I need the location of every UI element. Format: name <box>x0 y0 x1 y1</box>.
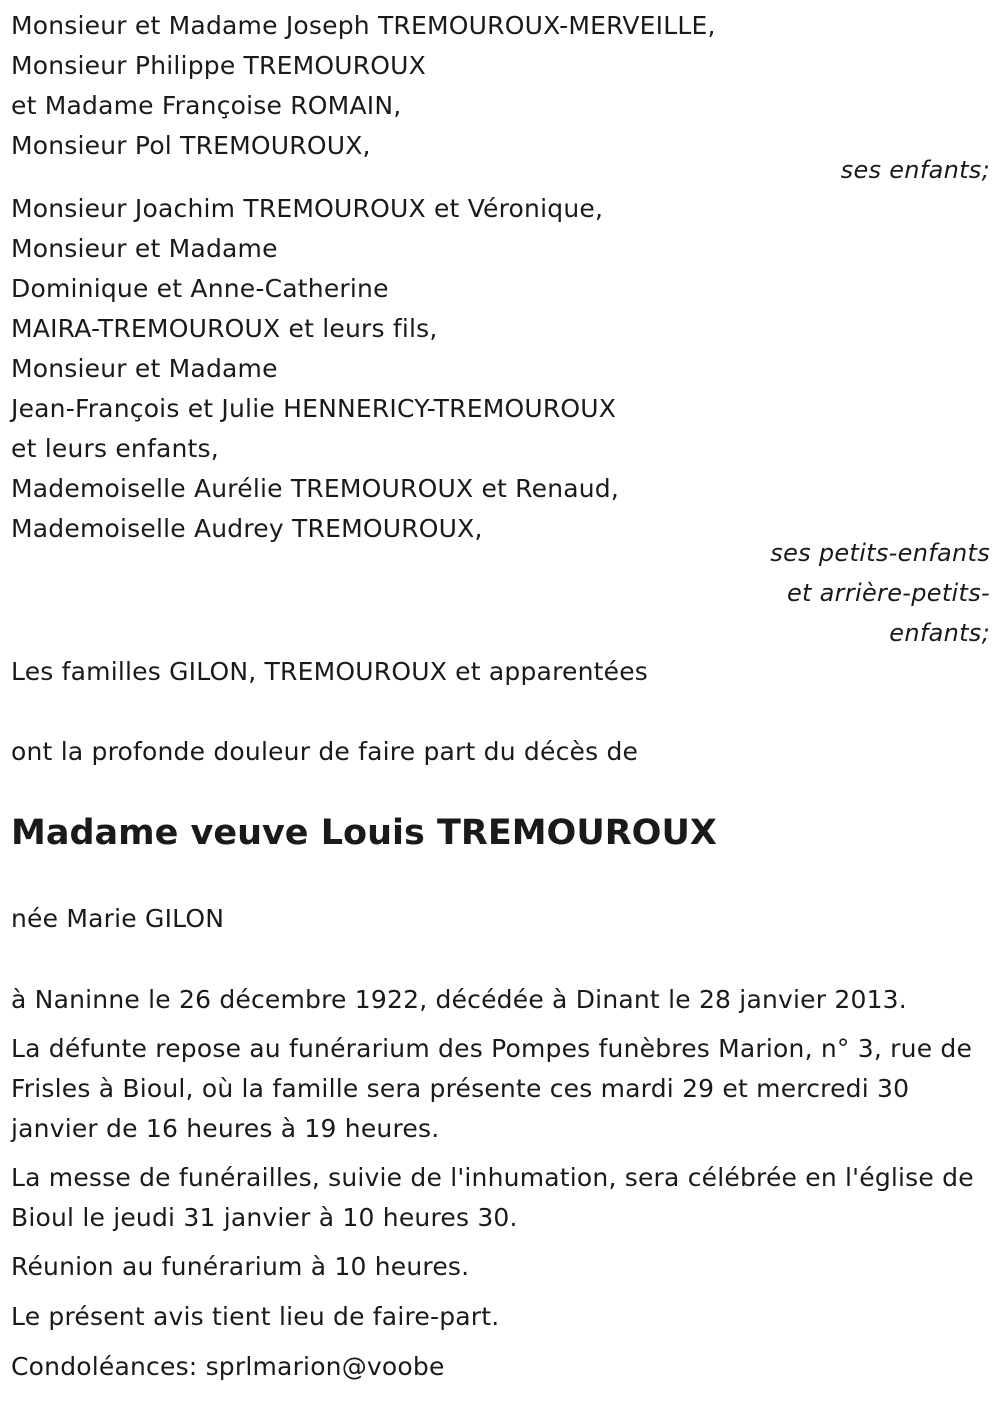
condolences-line: Condoléances: sprlmarion@voobe <box>11 1352 445 1381</box>
announcement-line: ont la profonde douleur de faire part du décès de <box>11 737 639 766</box>
grandchild-line-6: Jean-François et Julie HENNERICY-TREMOUROUX <box>11 394 617 423</box>
grandchild-line-3: Dominique et Anne-Catherine <box>11 274 389 303</box>
repose-paragraph: La défunte repose au funérarium des Pompes funèbres Marion, n° 3, rue de Frisles à Bioul, où la famille sera présente ces mardi 29 et mercredi 30 janvier de 16 heures à 19 heures. <box>11 1034 973 1143</box>
notice-line: Le présent avis tient lieu de faire-part. <box>11 1302 500 1331</box>
dates-line: à Naninne le 26 décembre 1922, décédée à Dinant le 28 janvier 2013. <box>11 985 907 1014</box>
grandchild-line-7: et leurs enfants, <box>11 434 219 463</box>
child-line-1: Monsieur et Madame Joseph TREMOUROUX-MERVEILLE, <box>11 11 716 40</box>
grandchild-line-8: Mademoiselle Aurélie TREMOUROUX et Renaud, <box>11 474 620 503</box>
grandchild-line-9: Mademoiselle Audrey TREMOUROUX, <box>11 514 483 543</box>
mass-paragraph: La messe de funérailles, suivie de l'inhumation, sera célébrée en l'église de Bioul le jeudi 31 janvier à 10 heures 30. <box>11 1163 974 1232</box>
birth-name: née Marie GILON <box>11 904 225 933</box>
grandchild-line-5: Monsieur et Madame <box>11 354 278 383</box>
grandchildren-role-1: ses petits-enfants <box>770 539 990 567</box>
meeting-line: Réunion au funérarium à 10 heures. <box>11 1252 470 1281</box>
families-line: Les familles GILON, TREMOUROUX et apparentées <box>11 657 649 686</box>
grandchild-line-2: Monsieur et Madame <box>11 234 278 263</box>
grandchild-line-4: MAIRA-TREMOUROUX et leurs fils, <box>11 314 438 343</box>
grandchild-line-1: Monsieur Joachim TREMOUROUX et Véronique, <box>11 194 604 223</box>
children-role: ses enfants; <box>840 156 990 184</box>
grandchildren-role-3: enfants; <box>889 619 990 647</box>
grandchildren-role-2: et arrière-petits- <box>786 579 990 607</box>
child-line-2: Monsieur Philippe TREMOUROUX <box>11 51 427 80</box>
child-line-3: et Madame Françoise ROMAIN, <box>11 91 402 120</box>
child-line-4: Monsieur Pol TREMOUROUX, <box>11 131 371 160</box>
deceased-name: Madame veuve Louis TREMOUROUX <box>11 813 717 853</box>
